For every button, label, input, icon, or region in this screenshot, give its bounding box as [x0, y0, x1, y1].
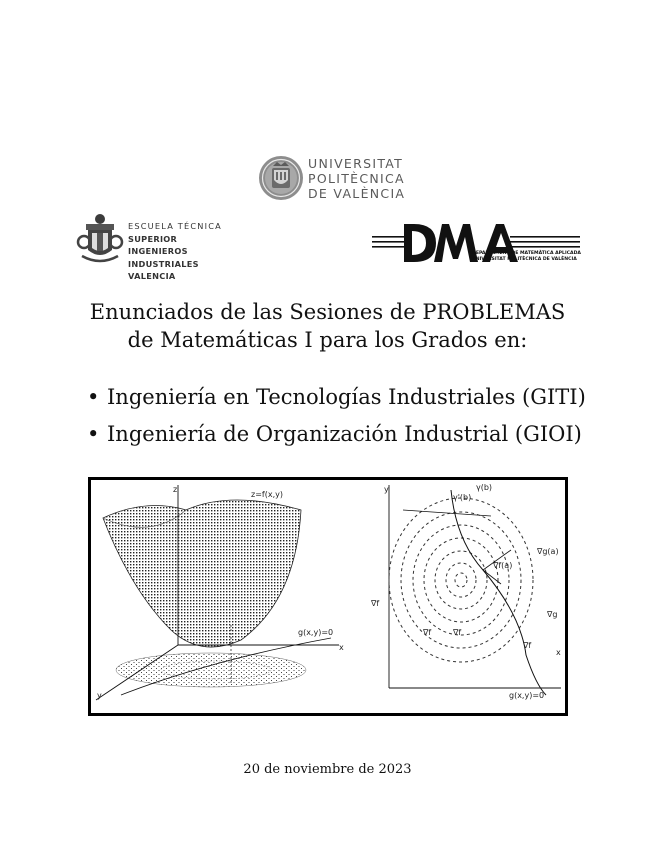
surface-label: z=f(x,y) — [251, 490, 283, 499]
upv-line1: UNIVERSITAT — [308, 156, 404, 171]
degree-label: Ingeniería en Tecnologías Industriales (GITI) — [107, 385, 586, 409]
dma-line1: DEPARTAMENT DE MATEMÀTICA APLICADA — [472, 251, 581, 256]
paraboloid-plot — [96, 485, 344, 700]
upv-logo — [258, 153, 418, 205]
z-axis-label: z — [173, 485, 178, 494]
cover-figure — [88, 477, 568, 716]
gradient-f-axis-label: ∇f — [371, 599, 380, 608]
etsii-line2: SUPERIOR INGENIEROS — [128, 233, 188, 256]
x-axis-label-left: x — [339, 643, 344, 652]
constraint-label-left: g(x,y)=0 — [298, 628, 334, 637]
document-title — [0, 298, 655, 354]
upv-line2: POLITÈCNICA — [308, 171, 405, 186]
upv-line3: DE VALÈNCIA — [308, 186, 406, 201]
etsii-line3: INDUSTRIALES VALENCIA — [128, 258, 199, 281]
bullet-icon: • — [87, 385, 100, 409]
etsii-logo — [76, 212, 236, 281]
contour-plot — [370, 483, 561, 700]
school-crest-icon — [76, 212, 124, 264]
dma-logo — [372, 220, 582, 266]
grad-mid-label: ∇f — [453, 628, 462, 637]
y-axis-label-left: y — [97, 691, 102, 700]
gamma-prime-b-label: γ'(b) — [453, 493, 472, 502]
grad-low-label: ∇f — [523, 641, 532, 650]
grad-right-label: ∇g — [547, 610, 558, 619]
university-seal-icon — [258, 153, 304, 203]
etsii-line1: ESCUELA TÉCNICA — [128, 221, 222, 231]
title-line1: Enunciados de las Sesiones de PROBLEMAS — [89, 300, 566, 324]
y-axis-label-right: y — [384, 485, 389, 494]
lagrange-multipliers-illustration — [91, 480, 565, 713]
title-line2: de Matemáticas I para los Grados en: — [127, 328, 528, 352]
degree-item-gioi — [87, 422, 582, 446]
x-axis-label-right: x — [556, 648, 561, 657]
grad-left-label: ∇f — [423, 628, 432, 637]
gamma-b-label: γ(b) — [476, 483, 493, 492]
grad-g-a-label: ∇g(a) — [537, 547, 559, 556]
grad-f-a-label: ∇f(a) — [493, 561, 513, 570]
dma-line2: UNIVERSITAT POLITÈCNICA DE VALÈNCIA — [472, 256, 577, 262]
constraint-label-right: g(x,y)=0 — [509, 691, 545, 700]
degree-label: Ingeniería de Organización Industrial (GIOI) — [107, 422, 582, 446]
bullet-icon: • — [87, 422, 100, 446]
degree-item-giti — [87, 385, 586, 409]
document-date: 20 de noviembre de 2023 — [243, 762, 412, 777]
